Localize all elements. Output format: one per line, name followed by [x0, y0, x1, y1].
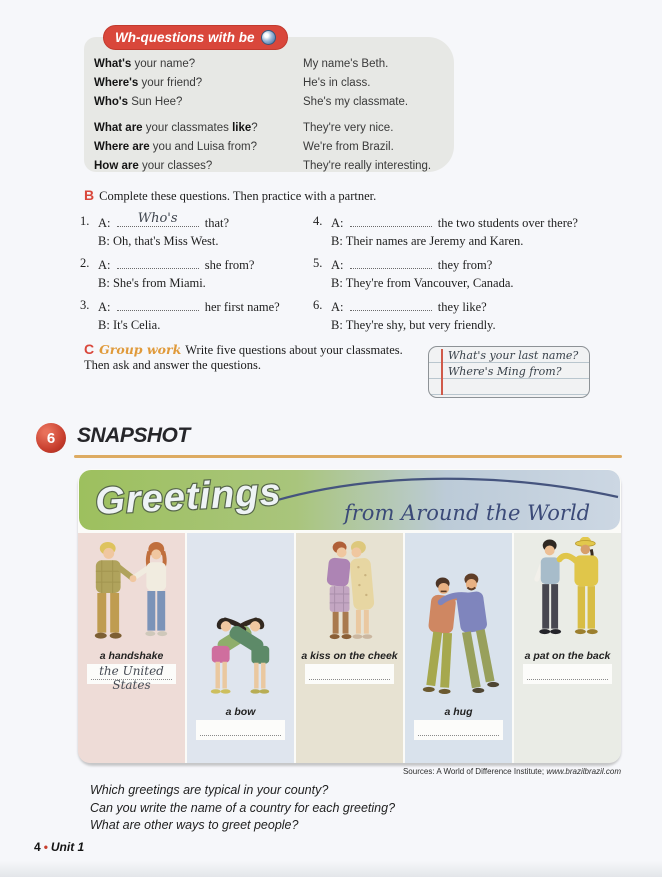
dotted-line — [527, 679, 608, 680]
handwritten-answer: Who's — [137, 210, 178, 226]
notepad-line: Where's Ming from? — [448, 365, 562, 378]
greetings-panels — [78, 533, 621, 763]
panel-hug — [405, 533, 512, 763]
grammar-question: Who's Sun Hee? — [94, 96, 183, 108]
panel-label: a handshake — [99, 650, 164, 662]
page-number: 4 — [34, 840, 41, 854]
notepad — [428, 346, 590, 398]
country-answer-field[interactable] — [87, 664, 176, 692]
grammar-box-title — [103, 25, 288, 50]
answer-blank[interactable] — [350, 213, 432, 227]
answer-blank[interactable] — [117, 210, 199, 227]
grammar-row — [94, 119, 448, 138]
hug-illustration — [405, 561, 512, 703]
country-answer-field[interactable] — [305, 664, 394, 684]
greetings-banner — [78, 469, 621, 531]
dotted-line — [200, 735, 281, 736]
grammar-row — [94, 138, 448, 157]
notepad-line: What's your last name? — [448, 349, 579, 362]
panel-kiss-on-cheek — [296, 533, 403, 763]
grammar-answer: My name's Beth. — [303, 58, 389, 70]
grammar-box — [84, 37, 454, 172]
exercise-b-instructions: Complete these questions. Then practice with a partner. — [99, 189, 377, 203]
panel-label: a pat on the back — [524, 650, 611, 662]
sources-line — [0, 767, 621, 776]
section-underline — [74, 455, 622, 458]
section-title: SNAPSHOT — [77, 424, 190, 447]
country-answer-field[interactable] — [196, 720, 285, 740]
notepad-margin-line — [441, 349, 443, 395]
discussion-questions — [90, 782, 395, 835]
bow-illustration — [187, 561, 294, 703]
footer-bullet: • — [43, 840, 48, 854]
discussion-question: What are other ways to greet people? — [90, 818, 299, 832]
exercise-item: 2. A: she from? B: She's from Miami. — [80, 256, 255, 290]
exercise-b-items-right — [313, 213, 623, 339]
pat-on-back-illustration — [514, 537, 621, 649]
grammar-answer: We're from Brazil. — [303, 141, 394, 153]
grammar-question: Where are you and Luisa from? — [94, 141, 258, 153]
grammar-box-title-text: Wh-questions with be — [115, 30, 255, 45]
grammar-answer: She's my classmate. — [303, 96, 409, 108]
handshake-illustration — [78, 537, 185, 649]
discussion-question: Can you write the name of a country for each greeting? — [90, 800, 396, 815]
banner-title: Greetings — [94, 471, 283, 523]
exercise-item: 4. A: the two students over there? B: Their names are Jeremy and Karen. — [313, 214, 578, 248]
grammar-question: Where's your friend? — [94, 77, 203, 89]
panel-label: a kiss on the cheek — [301, 650, 398, 662]
exercise-item: 5. A: they from? B: They're from Vancouver, Canada. — [313, 256, 514, 290]
grammar-answer: They're really interesting. — [303, 160, 432, 172]
exercise-c-line1: Write five questions about your classmates. — [185, 343, 403, 357]
exercise-b-items-left — [80, 210, 320, 339]
grammar-answer: He's in class. — [303, 77, 371, 89]
panel-bow — [187, 533, 294, 763]
country-answer-field[interactable] — [414, 720, 503, 740]
kiss-on-cheek-illustration — [296, 537, 403, 649]
audio-icon[interactable] — [261, 30, 276, 45]
unit-label: Unit 1 — [50, 840, 85, 854]
grammar-row — [94, 74, 448, 93]
exercise-item: 3. A: her first name? B: It's Celia. — [80, 298, 280, 332]
exercise-item: 1. A: Who's that? B: Oh, that's Miss West. — [80, 210, 230, 248]
grammar-question: How are your classes? — [94, 160, 213, 172]
grammar-question: What's your name? — [94, 58, 196, 70]
discussion-question: Which greetings are typical in your county? — [90, 783, 329, 797]
country-handwritten: the United States — [99, 664, 164, 692]
answer-blank[interactable] — [117, 255, 199, 269]
country-answer-field[interactable] — [523, 664, 612, 684]
section-number-badge: 6 — [36, 423, 66, 453]
grammar-rows — [94, 55, 448, 176]
sources-label: Sources: A World of Difference Institute; — [402, 767, 547, 776]
exercise-c-letter: C — [84, 341, 95, 357]
snapshot-card — [78, 469, 621, 763]
page-footer — [34, 840, 84, 854]
sources-website: www.brazilbrazil.com — [546, 767, 621, 776]
panel-label: a hug — [444, 706, 473, 718]
grammar-row — [94, 157, 448, 176]
exercise-c-line2: Then ask and answer the questions. — [84, 358, 262, 372]
exercise-b-header — [84, 187, 376, 204]
grammar-answer: They're very nice. — [303, 122, 394, 134]
dotted-line — [309, 679, 390, 680]
exercise-c-header — [84, 341, 424, 373]
panel-label: a bow — [225, 706, 256, 718]
panel-pat-on-back — [514, 533, 621, 763]
banner-subtitle: from Around the World — [344, 501, 591, 525]
answer-blank[interactable] — [117, 297, 199, 311]
page-bottom-shadow — [0, 861, 662, 877]
answer-blank[interactable] — [350, 297, 432, 311]
grammar-row — [94, 55, 448, 74]
exercise-b-letter: B — [84, 187, 95, 203]
panel-handshake — [78, 533, 185, 763]
grammar-question: What are your classmates like? — [94, 122, 258, 134]
dotted-line — [418, 735, 499, 736]
exercise-item: 6. A: they like? B: They're shy, but very friendly. — [313, 298, 496, 332]
grammar-row — [94, 93, 448, 112]
group-work-label: Group work — [99, 342, 182, 357]
answer-blank[interactable] — [350, 255, 432, 269]
